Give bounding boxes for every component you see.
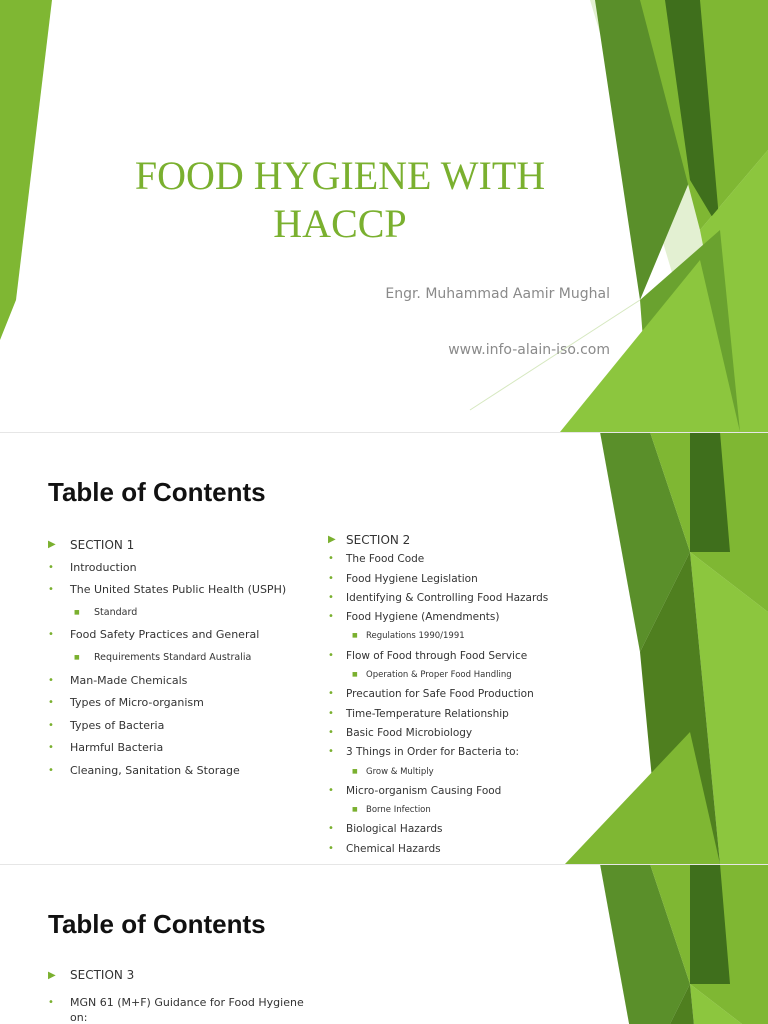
bullet-dot-icon: • (48, 697, 54, 709)
bullet-triangle-icon: ▶ (48, 970, 56, 981)
bullet-square-icon: ■ (352, 632, 358, 640)
bullet-dot-icon: • (48, 629, 54, 641)
list-item: • 3 Things in Order for Bacteria to: (328, 746, 520, 759)
list-item: • Food Hygiene (Amendments) (328, 611, 500, 624)
bullet-square-icon: ■ (352, 671, 358, 679)
list-item: ■ Regulations 1990/1991 (328, 628, 568, 647)
list-item: • Precaution for Safe Food Production (328, 688, 534, 701)
list-item: • Food Safety Practices and General (48, 626, 318, 649)
title-line-2: HACCP (273, 201, 407, 246)
bullet-dot-icon: • (48, 742, 54, 754)
list-item: ■ Operation & Proper Food Handling (328, 667, 568, 686)
list-item: • Biological Hazards (328, 823, 443, 836)
list-item: ■ Grow & Multiply (328, 764, 568, 783)
list-item: ▶ SECTION 2 (328, 533, 411, 547)
bullet-dot-icon: • (48, 674, 54, 686)
toc-column-section-3 (48, 968, 318, 1024)
bullet-square-icon: ■ (352, 767, 358, 775)
list-item: • Harmful Bacteria (48, 739, 318, 762)
bullet-dot-icon: • (328, 726, 334, 738)
bullet-dot-icon: • (48, 584, 54, 596)
toc-title: Table of Contents (48, 477, 266, 507)
bullet-dot-icon: • (48, 764, 54, 776)
bullet-triangle-icon: ▶ (328, 534, 336, 545)
list-item: • Types of Micro-organism (48, 694, 318, 717)
bullet-dot-icon: • (328, 649, 334, 661)
bullet-triangle-icon: ▶ (48, 539, 56, 550)
toc-title: Table of Contents (48, 909, 266, 939)
list-item: • The United States Public Health (USPH) (48, 581, 318, 604)
bullet-dot-icon: • (328, 823, 334, 835)
toc-column-section-2 (328, 532, 568, 860)
slide-separator (0, 432, 768, 433)
list-item: • Introduction (48, 559, 318, 582)
list-item: • Micro-organism Causing Food (328, 784, 502, 797)
title-slide (0, 0, 768, 432)
list-item: • Identifying & Controlling Food Hazards (328, 591, 549, 604)
list-item: • Flow of Food through Food Service (328, 649, 528, 662)
bullet-dot-icon: • (328, 553, 334, 565)
bullet-dot-icon: • (328, 572, 334, 584)
toc-column-section-1 (48, 536, 318, 785)
bullet-dot-icon: • (328, 688, 334, 700)
website-url: www.info-alain-iso.com (448, 342, 610, 358)
bullet-dot-icon: • (48, 997, 54, 1008)
bullet-dot-icon: • (48, 719, 54, 731)
bullet-dot-icon: • (328, 842, 334, 854)
list-item: • MGN 61 (M+F) Guidance for Food Hygiene on: (48, 996, 304, 1024)
toc-slide-1 (0, 432, 768, 864)
bullet-dot-icon: • (328, 746, 334, 758)
list-item: ■ Borne Infection (328, 802, 568, 821)
presentation-title (80, 152, 600, 248)
bullet-dot-icon: • (48, 561, 54, 573)
list-item: • The Food Code (328, 553, 425, 566)
list-item: ▶ SECTION 3 (48, 968, 135, 982)
list-item: • Time-Temperature Relationship (328, 707, 509, 720)
bullet-square-icon: ■ (352, 806, 358, 814)
bullet-dot-icon: • (328, 707, 334, 719)
toc-slide-2 (0, 864, 768, 1024)
title-line-1: FOOD HYGIENE WITH (134, 153, 546, 198)
slide-separator (0, 864, 768, 865)
bullet-dot-icon: • (328, 591, 334, 603)
list-item: ■ Standard (48, 604, 318, 627)
list-item: ■ Requirements Standard Australia (48, 649, 318, 672)
bullet-dot-icon: • (328, 784, 334, 796)
list-item: • Basic Food Microbiology (328, 726, 473, 739)
list-item: • Man-Made Chemicals (48, 672, 318, 695)
list-item: • Chemical Hazards (328, 842, 441, 855)
bullet-square-icon: ■ (74, 653, 80, 661)
bullet-square-icon: ■ (74, 608, 80, 616)
list-item: • Types of Bacteria (48, 717, 318, 740)
list-item: • Food Hygiene Legislation (328, 572, 478, 585)
author-name: Engr. Muhammad Aamir Mughal (385, 286, 610, 302)
list-item: ▶ SECTION 1 (48, 538, 135, 552)
bullet-dot-icon: • (328, 611, 334, 623)
list-item: • Cleaning, Sanitation & Storage (48, 762, 318, 785)
